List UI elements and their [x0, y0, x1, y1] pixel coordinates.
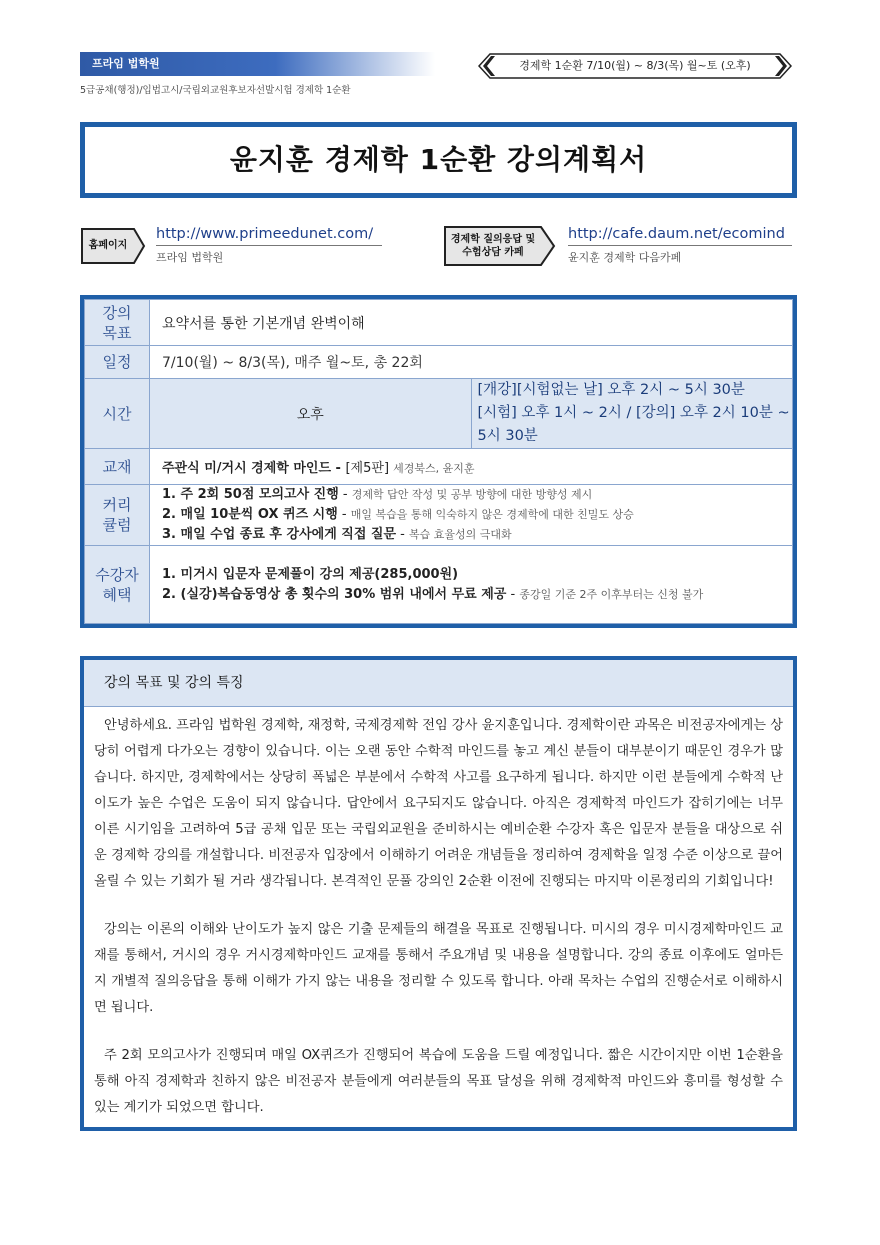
- schedule-badge-text: 경제학 1순환 7/10(월) ~ 8/3(목) 월~토 (오후): [519, 59, 751, 72]
- cafe-underline: [568, 245, 792, 246]
- features-heading: 강의 목표 및 강의 특징: [84, 660, 793, 707]
- brand-bar: [80, 52, 435, 76]
- homepage-link[interactable]: http://www.primeedunet.com/: [156, 226, 374, 242]
- homepage-sub: 프라임 법학원: [156, 251, 224, 264]
- time-line-1: [개강][시험없는 날] 오후 2시 ~ 5시 30분: [477, 382, 745, 398]
- features-body: [84, 707, 793, 1121]
- cafe-sub: 윤지훈 경제학 다음카페: [568, 251, 682, 264]
- time-line-2: [시험] 오후 1시 ~ 2시 / [강의] 오후 2시 10분 ~ 5시 30분: [477, 405, 790, 444]
- brand-name: 프라임 법학원: [92, 57, 160, 70]
- cafe-tag: [443, 225, 557, 267]
- textbook-edition: [제5판]: [345, 461, 390, 476]
- schedule-badge: [478, 53, 792, 79]
- textbook-label: 교재: [85, 449, 150, 485]
- features-paragraph: 강의는 이론의 이해와 난이도가 높지 않은 기출 문제들의 해결을 목표로 진행됩니다. 미시의 경우 미시경제학마인드 교재를 통해서, 거시의 경우 거시경제학마인드 교재를 통해서 주요개념 및 내용을 설명합니다. 강의 종료 이후에도 얼마든지 개별적 질의응답을 통해 이해가 가지 않는 내용을 정리할 수 있도록 합니다. 아래 목차는 수업의 진행순서로 이해하시면 됩니다.: [94, 922, 783, 1015]
- features-section: [80, 656, 797, 1131]
- cafe-tag-line1: 경제학 질의응답 및: [450, 234, 536, 245]
- row-benefits: [85, 546, 793, 624]
- curriculum-item: 3. 매일 수업 종료 후 강사에게 직접 질문 - 복습 효율성의 극대화: [162, 527, 512, 542]
- features-paragraph: 주 2회 모의고사가 진행되며 매일 OX퀴즈가 진행되어 복습에 도움을 드릴 예정입니다. 짧은 시간이지만 이번 1순환을 통해 아직 경제학과 친하지 않은 비전공자 분들에게 여러분들의 목표 달성을 위해 경제학적 마인드와 흥미를 형성할 수 있는 계기가 되었으면 합니다.: [94, 1048, 783, 1115]
- goal-label: 강의 목표: [85, 300, 150, 346]
- curriculum-item: 2. 매일 10분씩 OX 퀴즈 시행 - 매일 복습을 통해 익숙하지 않은 경제학에 대한 친밀도 상승: [162, 507, 634, 522]
- time-period: 오후: [150, 379, 472, 449]
- benefit-2: 2. (실강)복습동영상 총 횟수의 30% 범위 내에서 무료 제공 - 종강일 기준 2주 이후부터는 신청 불가: [162, 586, 704, 602]
- homepage-tag-label: 홈페이지: [88, 240, 128, 251]
- benefit-1: 1. 미거시 입문자 문제풀이 강의 제공(285,000원): [162, 566, 459, 582]
- row-schedule: [85, 346, 793, 379]
- cafe-link[interactable]: http://cafe.daum.net/ecomind: [568, 226, 785, 242]
- textbook-title: 주관식 미/거시 경제학 마인드 -: [162, 461, 346, 476]
- curriculum-label: 커리 큘럼: [85, 485, 150, 546]
- cafe-tag-line2: 수험상담 카페: [462, 247, 524, 258]
- page-title: 윤지훈 경제학 1순환 강의계획서: [229, 143, 648, 176]
- benefit-label: 수강자 혜택: [85, 546, 150, 624]
- time-label: 시간: [85, 379, 150, 449]
- row-curriculum: [85, 485, 793, 546]
- row-goal: [85, 300, 793, 346]
- goal-value: 요약서를 통한 기본개념 완벽이해: [162, 315, 365, 332]
- row-time: [85, 379, 793, 449]
- homepage-underline: [156, 245, 382, 246]
- schedule-value: 7/10(월) ~ 8/3(목), 매주 월~토, 총 22회: [162, 355, 423, 371]
- textbook-publisher: 세경북스, 윤지훈: [393, 462, 475, 475]
- course-info-table: [80, 295, 797, 628]
- row-textbook: [85, 449, 793, 485]
- exam-subline: 5급공채(행정)/입법고시/국립외교원후보자선발시험 경제학 1순환: [80, 85, 351, 96]
- schedule-label: 일정: [85, 346, 150, 379]
- features-paragraph: 안녕하세요. 프라임 법학원 경제학, 재정학, 국제경제학 전임 강사 윤지훈입니다. 경제학이란 과목은 비전공자에게는 상당히 어렵게 다가오는 경향이 있습니다. 이는 오랜 동안 수학적 마인드를 놓고 계신 분들이 대부분이기 때문인 경우가 많습니다. 하지만, 경제학에서는 상당히 폭넓은 부분에서 수학적 사고를 요구하게 됩니다. 하지만 이런 분들에게 수학적 난이도가 높은 수업은 도움이 되지 않습니다. 답안에서 요구되지도 않습니다. 아직은 경제학적 마인드가 잡히기에는 너무 이른 시기임을 고려하여 5급 공채 입문 또는 국립외교원을 준비하시는 예비순환 수강자 혹은 입문자 분들을 대상으로 쉬운 경제학 강의를 개설합니다. 비전공자 입장에서 이해하기 어려운 개념들을 정리하여 경제학을 일정 수준 이상으로 끌어올릴 수 있는 기회가 될 거라 생각됩니다. 본격적인 문풀 강의인 2순환 이전에 진행되는 마지막 이론정리의 기회입니다!: [94, 718, 783, 889]
- curriculum-item: 1. 주 2회 50점 모의고사 진행 - 경제학 답안 작성 및 공부 방향에 대한 방향성 제시: [162, 487, 593, 502]
- title-box: [80, 122, 797, 198]
- homepage-tag: [80, 227, 146, 265]
